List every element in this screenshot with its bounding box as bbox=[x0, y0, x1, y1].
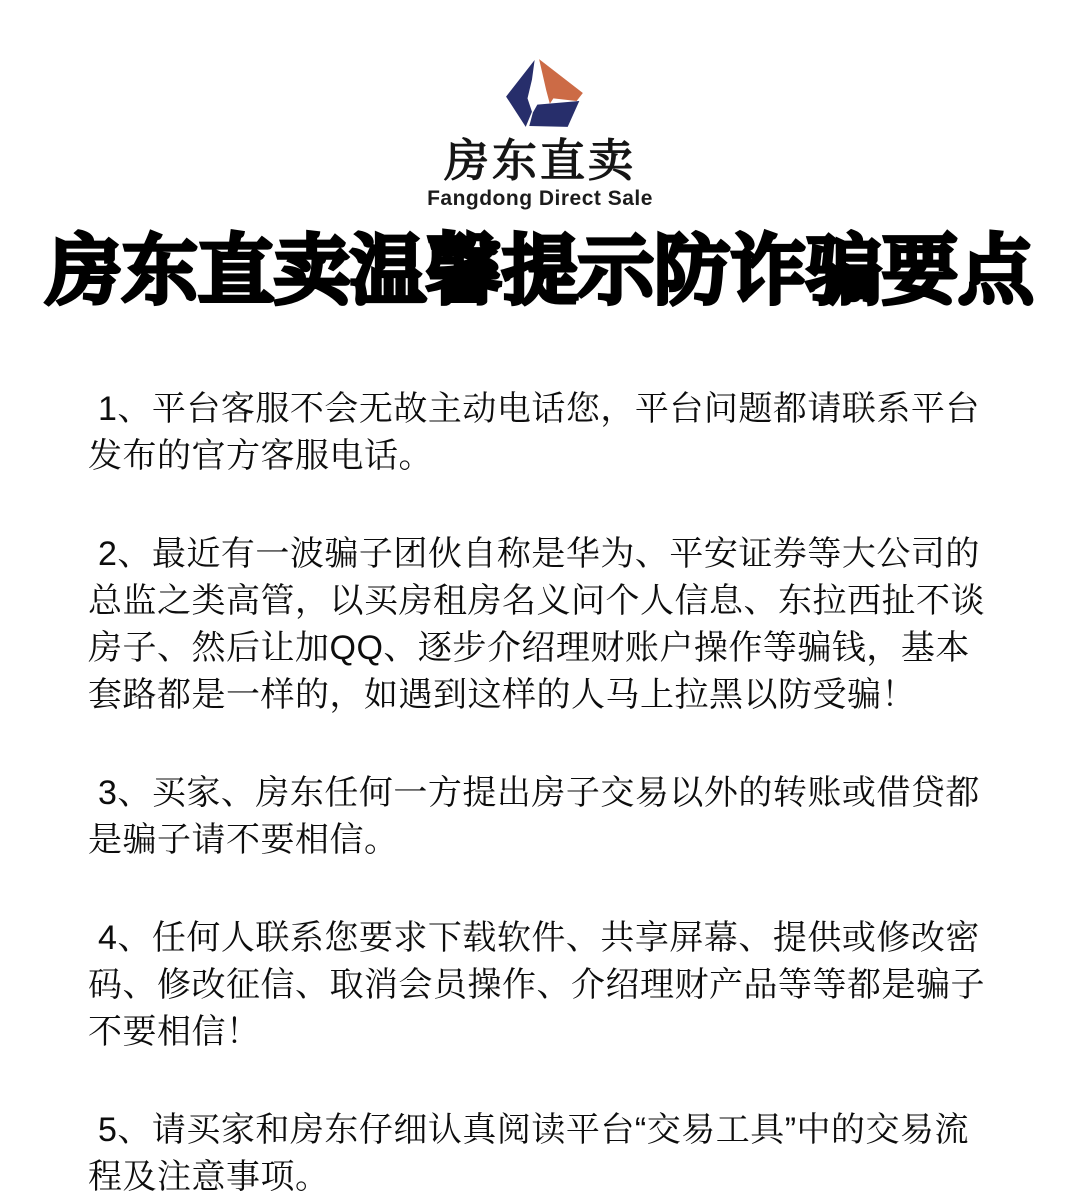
cube-left-face bbox=[506, 60, 535, 127]
cube-logo-icon bbox=[490, 52, 590, 134]
tip-item-1: 1、平台客服不会无故主动电话您，平台问题都请联系平台发布的官方客服电话。 bbox=[88, 389, 980, 475]
brand-name-cn: 房东直卖 bbox=[443, 135, 636, 186]
tip-item-2: 2、最近有一波骗子团伙自称是华为、平安证券等大公司的总监之类高管，以买房租房名义问个人信息、东拉西扯不谈房子、然后让加QQ、逐步介绍理财账户操作等骗钱，基本套路都是一样的，如遇到这样的人马上拉黑以防受骗！ bbox=[88, 534, 985, 714]
tip-item-5: 5、请买家和房东仔细认真阅读平台“交易工具”中的交易流程及注意事项。 bbox=[88, 1110, 970, 1196]
logo bbox=[0, 0, 1080, 210]
cube-bottom-face bbox=[529, 101, 579, 127]
tip-item-3: 3、买家、房东任何一方提出房子交易以外的转账或借贷都是骗子请不要相信。 bbox=[88, 773, 980, 859]
page-title: 房东直卖温馨提示防诈骗要点 bbox=[46, 229, 1034, 315]
cube-top-face bbox=[539, 59, 583, 104]
tips-list bbox=[0, 386, 1080, 1201]
brand-name-en: Fangdong Direct Sale bbox=[427, 187, 653, 210]
tip-item-4: 4、任何人联系您要求下载软件、共享屏幕、提供或修改密码、修改征信、取消会员操作、介绍理财产品等等都是骗子不要相信！ bbox=[88, 918, 985, 1051]
